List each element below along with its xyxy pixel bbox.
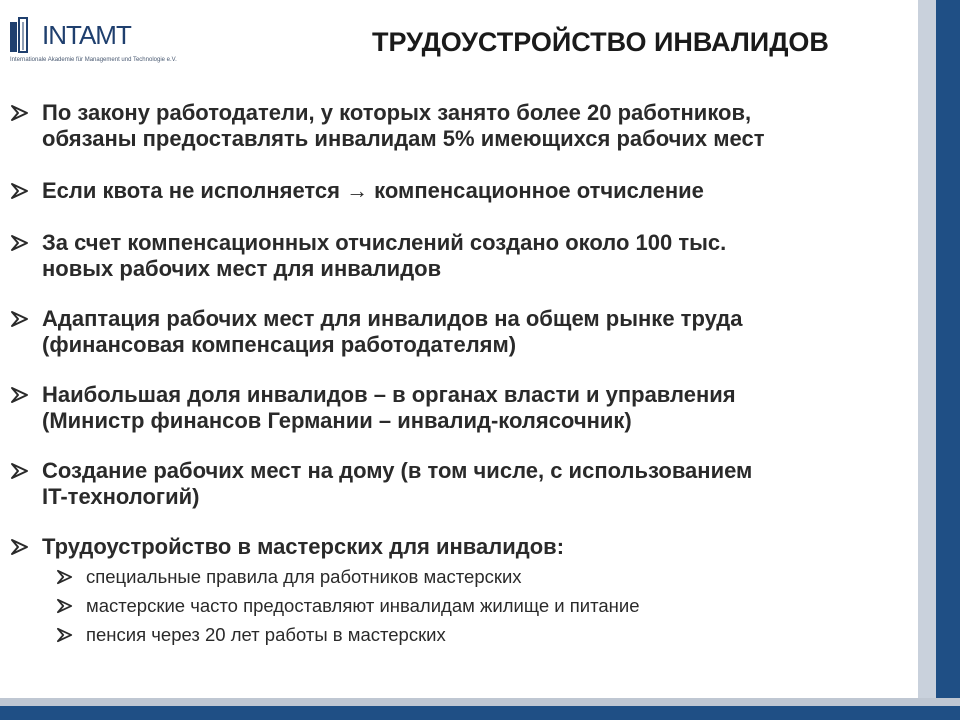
bullet-text: Если квота не исполняется → компенсационное отчисление <box>42 178 704 203</box>
bullet-item <box>10 382 920 436</box>
arrowhead-bullet-icon <box>10 538 30 556</box>
arrowhead-bullet-icon <box>10 310 30 328</box>
bullet-item <box>10 100 920 154</box>
sub-bullet-list <box>10 562 920 649</box>
sub-bullet-item <box>10 591 920 620</box>
sub-bullet-text: специальные правила для работников мастерских <box>86 566 522 587</box>
logo-name: INTAMT <box>42 20 131 50</box>
arrowhead-bullet-icon <box>10 462 30 480</box>
bullet-text: Создание рабочих мест на дому (в том числе, с использованием IT-технологий) <box>42 458 753 509</box>
bottom-accent-band <box>0 706 960 720</box>
arrowhead-bullet-icon <box>56 569 74 585</box>
sub-bullet-item <box>10 620 920 649</box>
arrowhead-bullet-icon <box>56 627 74 643</box>
sub-bullet-text: мастерские часто предоставляют инвалидам жилище и питание <box>86 595 640 616</box>
arrowhead-bullet-icon <box>10 234 30 252</box>
bullet-item <box>10 178 920 206</box>
arrowhead-bullet-icon <box>10 386 30 404</box>
bullet-text: За счет компенсационных отчислений создано около 100 тыс. новых рабочих мест для инвалидов <box>42 230 727 281</box>
logo-subtitle: Internationale Akademie für Management und Technologie e.V. <box>10 57 177 63</box>
intamt-logo <box>8 10 228 63</box>
bullet-item <box>10 306 920 360</box>
arrowhead-bullet-icon <box>10 104 30 122</box>
building-logo-icon <box>8 16 38 54</box>
bullet-text: Адаптация рабочих мест для инвалидов на общем рынке труда (финансовая компенсация работодателям) <box>42 306 743 357</box>
sub-bullet-item <box>10 562 920 591</box>
bullet-text: Наибольшая доля инвалидов – в органах власти и управления (Министр финансов Германии – инвалид-колясочник) <box>42 382 736 433</box>
bullet-list <box>10 100 920 649</box>
right-accent-band <box>936 0 960 720</box>
bullet-item <box>10 534 920 560</box>
arrowhead-bullet-icon <box>56 598 74 614</box>
bullet-item <box>10 230 920 284</box>
slide-title: ТРУДОУСТРОЙСТВО ИНВАЛИДОВ <box>372 27 829 57</box>
bullet-item <box>10 458 920 512</box>
sub-bullet-text: пенсия через 20 лет работы в мастерских <box>86 624 446 645</box>
arrowhead-bullet-icon <box>10 182 30 200</box>
bullet-text: По закону работодатели, у которых занято более 20 работников, обязаны предоставлять инвалидам 5% имеющихся рабочих мест <box>42 100 765 151</box>
bullet-text: Трудоустройство в мастерских для инвалидов: <box>42 534 565 559</box>
